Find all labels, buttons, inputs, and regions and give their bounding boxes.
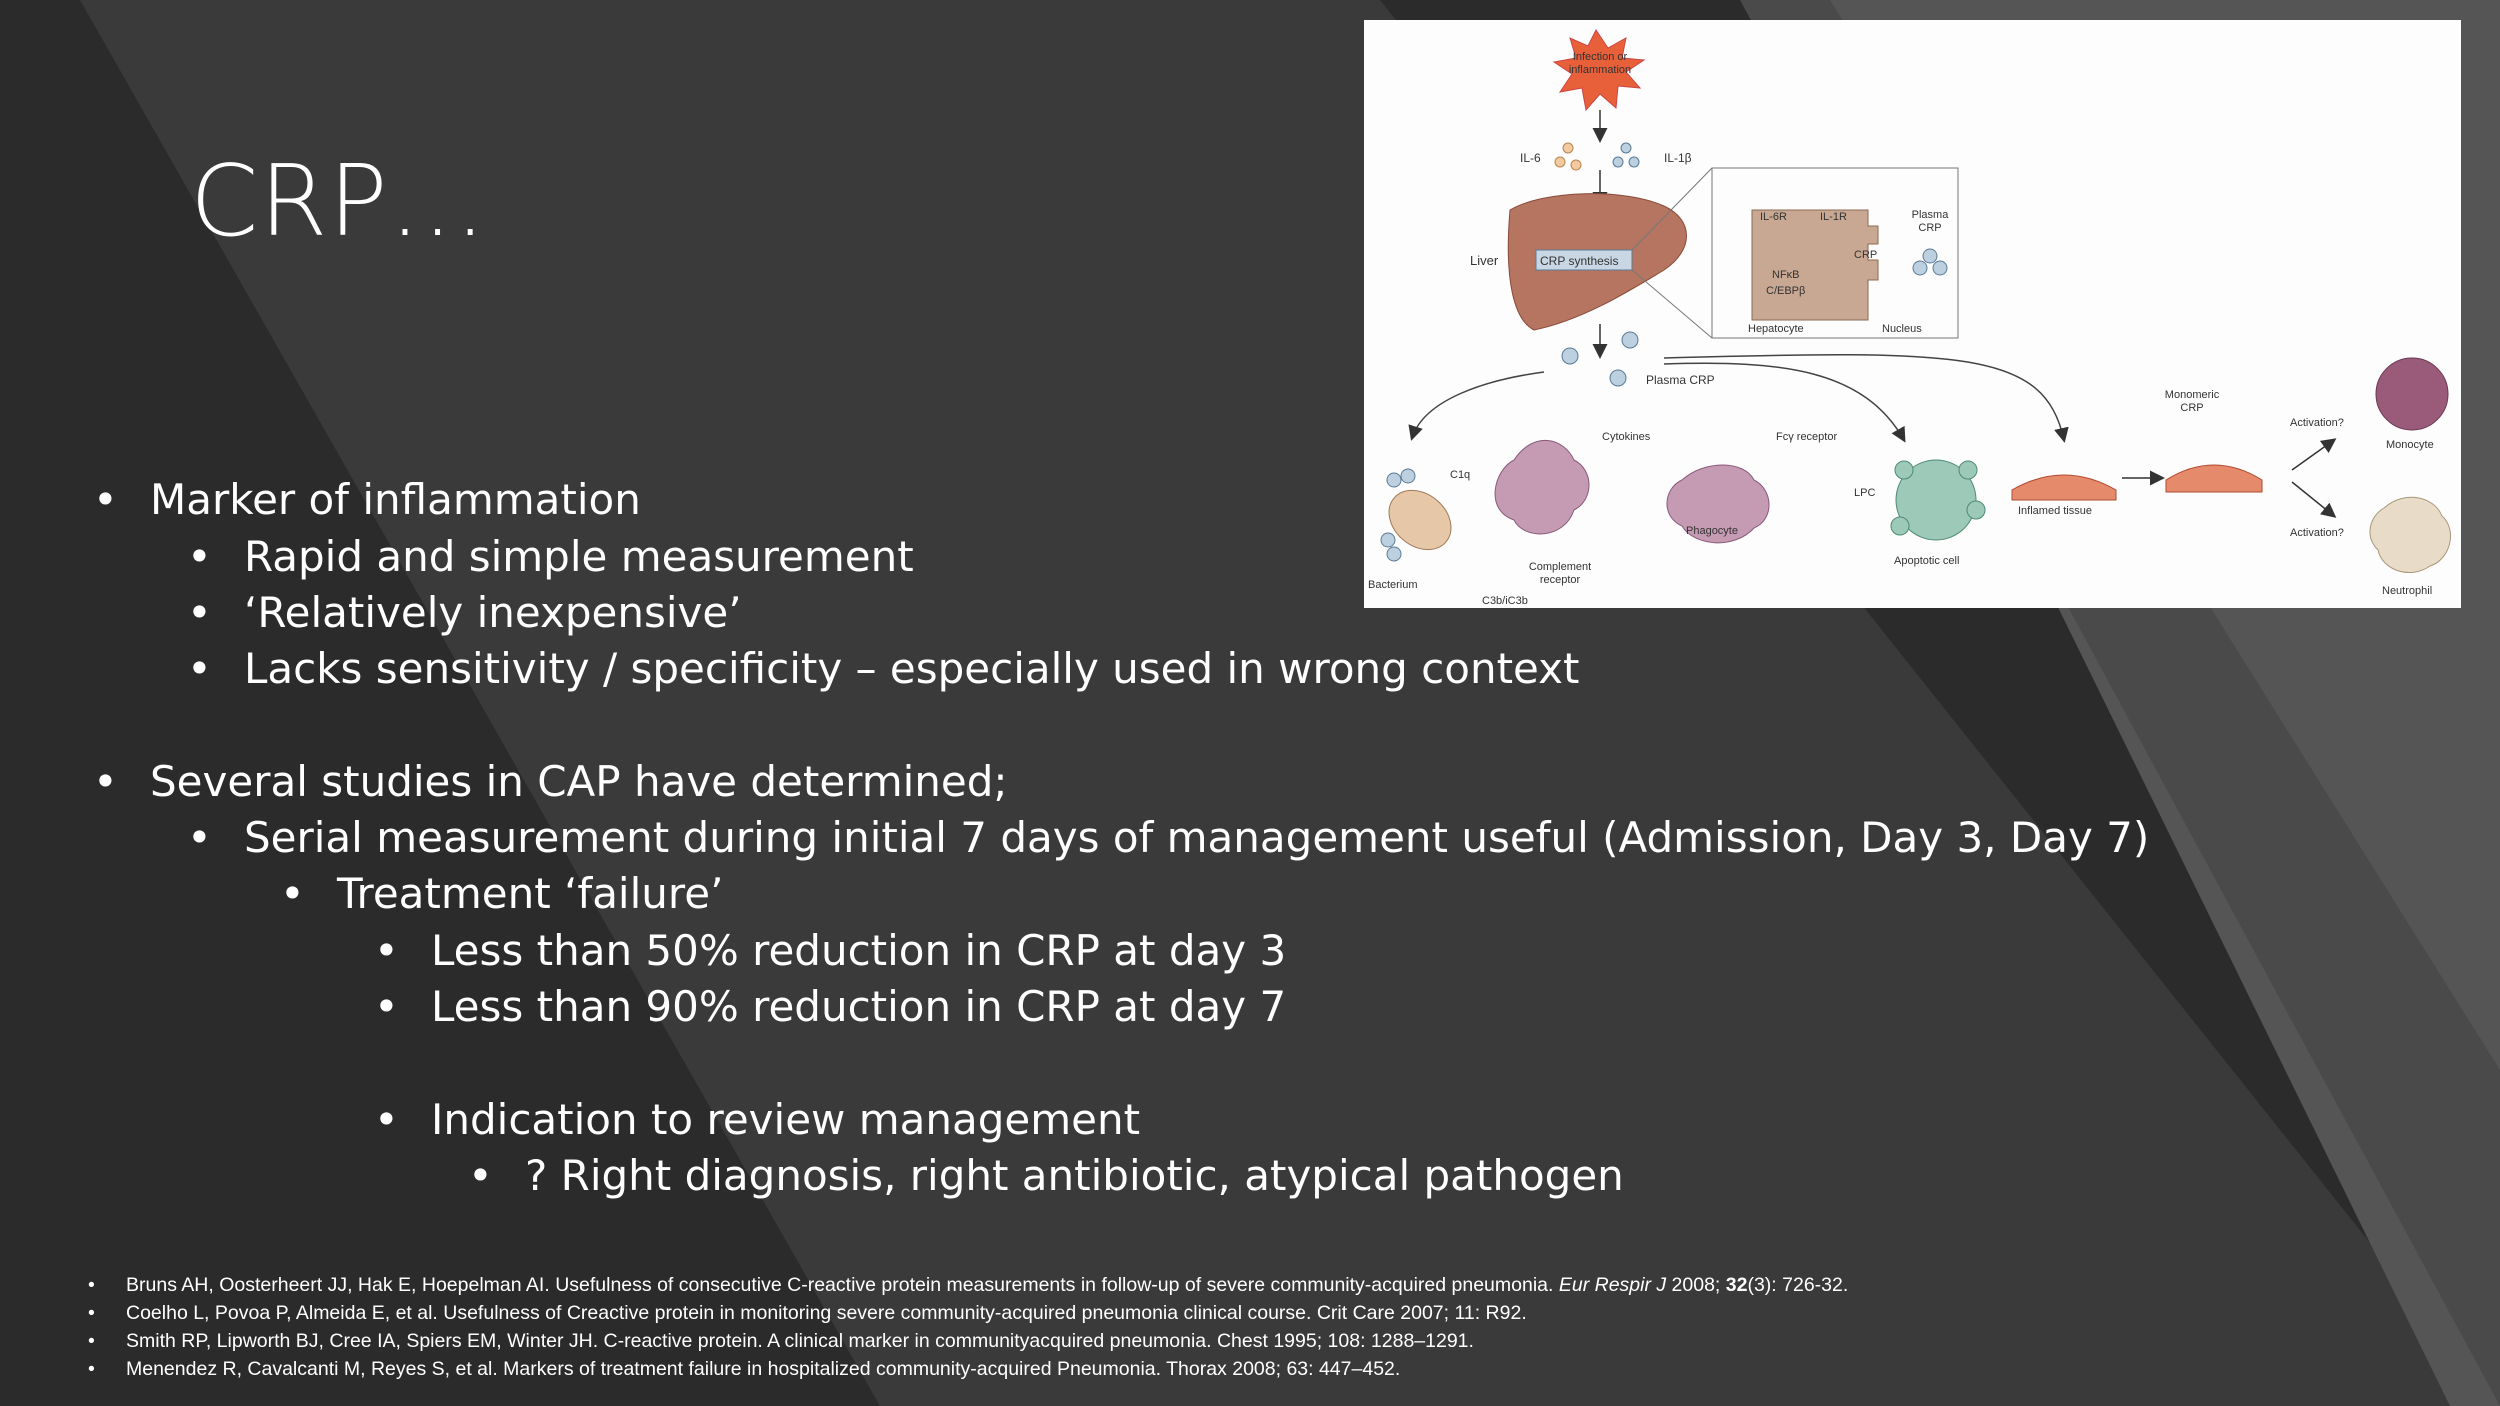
bullet-item — [280, 869, 724, 918]
reference-item — [88, 1274, 1849, 1297]
reference-text: Menendez R, Cavalcanti M, Reyes S, et al. Markers of treatment failure in hospitalized community-acquired Pneumonia. Thorax 2008; 63: 447–452. — [126, 1358, 1401, 1380]
slide-title: CRP… — [190, 145, 488, 259]
label-nucleus: Nucleus — [1882, 323, 1922, 335]
bullet-marker: • — [88, 1358, 95, 1380]
bullet-text: Serial measurement during initial 7 days of management useful (Admission, Day 3, Day 7) — [244, 813, 2150, 862]
label-crp-synthesis: CRP synthesis — [1540, 254, 1619, 268]
reference-text: 2008; — [1666, 1274, 1726, 1296]
bullet-marker: • — [374, 1095, 399, 1144]
label-phagocyte: Phagocyte — [1686, 525, 1738, 537]
bullet-item — [93, 475, 641, 524]
reference-text: (3): 726-32. — [1747, 1274, 1849, 1296]
label-cebp: C/EBPβ — [1766, 285, 1806, 297]
volume-number: 32 — [1725, 1274, 1748, 1296]
bullet-item — [468, 1151, 1624, 1200]
bullet-marker: • — [280, 869, 305, 918]
bullet-marker: • — [187, 532, 212, 581]
label-il6r: IL-6R — [1760, 211, 1787, 223]
label-lpc: LPC — [1854, 487, 1876, 499]
crp-pathway-diagram — [1364, 20, 2461, 608]
journal-name: Eur Respir J — [1558, 1274, 1667, 1296]
bullet-marker: • — [374, 926, 399, 975]
label-bacterium: Bacterium — [1368, 579, 1418, 591]
bullet-marker: • — [187, 644, 212, 693]
bullet-marker: • — [93, 475, 118, 524]
reference-item — [88, 1330, 1474, 1353]
reference-item — [88, 1302, 1527, 1325]
bullet-marker: • — [187, 588, 212, 637]
bullet-text: ? Right diagnosis, right antibiotic, atypical pathogen — [525, 1151, 1624, 1200]
bullet-marker: • — [88, 1274, 95, 1296]
label-plasma-crp-box: Plasma CRP — [1911, 209, 1949, 234]
label-neutrophil: Neutrophil — [2382, 585, 2433, 597]
bullet-item — [187, 532, 914, 581]
bullet-marker: • — [374, 982, 399, 1031]
bullet-text: Marker of inflammation — [150, 475, 641, 524]
monomeric-crp-shape — [2166, 465, 2262, 492]
hepatocyte-shape — [1752, 210, 1878, 320]
bullet-item — [93, 757, 1008, 806]
label-fcg: Fcγ receptor — [1776, 431, 1838, 443]
bullet-marker: • — [468, 1151, 493, 1200]
inflamed-tissue-shape — [2012, 475, 2116, 500]
label-infection: Infection or inflammation — [1568, 51, 1632, 76]
bullet-text: Less than 90% reduction in CRP at day 7 — [431, 982, 1287, 1031]
label-complement: Complement receptor — [1528, 561, 1592, 586]
label-il1r: IL-1R — [1820, 211, 1847, 223]
label-nfkb: NFκB — [1772, 269, 1800, 281]
label-crp: CRP — [1854, 249, 1878, 261]
bullet-text: Rapid and simple measurement — [244, 532, 914, 581]
label-c1q: C1q — [1450, 469, 1471, 481]
bullet-text: Several studies in CAP have determined; — [150, 757, 1008, 806]
label-cytokines: Cytokines — [1602, 431, 1651, 443]
macrophage-shape — [1495, 440, 1589, 534]
label-monomeric: Monomeric CRP — [2164, 389, 2220, 414]
bullet-item — [187, 644, 1580, 693]
label-plasma-crp: Plasma CRP — [1646, 373, 1715, 387]
label-il1b: IL-1β — [1664, 151, 1692, 165]
bullet-item — [374, 1095, 1141, 1144]
bullet-marker: • — [88, 1330, 95, 1352]
bullet-marker: • — [93, 757, 118, 806]
bullet-item — [374, 926, 1287, 975]
bullet-item — [187, 813, 2150, 862]
label-hepatocyte: Hepatocyte — [1748, 323, 1804, 335]
bullet-marker: • — [187, 813, 212, 862]
reference-item — [88, 1358, 1401, 1381]
bullet-text: Treatment ‘failure’ — [337, 869, 724, 918]
label-monocyte: Monocyte — [2386, 439, 2434, 451]
bullet-marker: • — [88, 1302, 95, 1324]
monocyte-shape — [2376, 358, 2448, 430]
reference-text: Coelho L, Povoa P, Almeida E, et al. Usefulness of Creactive protein in monitoring severe community-acquired pneumonia clinical course. Crit Care 2007; 11: R92. — [126, 1302, 1527, 1324]
bullet-item — [187, 588, 742, 637]
bullet-text: Lacks sensitivity / specificity – especially used in wrong context — [244, 644, 1580, 693]
bullet-item — [374, 982, 1287, 1031]
reference-text: Bruns AH, Oosterheert JJ, Hak E, Hoepelman AI. Usefulness of consecutive C-reactive protein measurements in follow-up of severe community-acquired pneumonia. — [126, 1274, 1559, 1296]
label-inflamed: Inflamed tissue — [2018, 505, 2092, 517]
label-liver: Liver — [1470, 253, 1499, 268]
bullet-text: Indication to review management — [431, 1095, 1141, 1144]
label-il6: IL-6 — [1520, 151, 1541, 165]
bullet-text: Less than 50% reduction in CRP at day 3 — [431, 926, 1287, 975]
reference-text: Smith RP, Lipworth BJ, Cree IA, Spiers EM, Winter JH. C-reactive protein. A clinical marker in communityacquired pneumonia. Chest 1995; 108: 1288–1291. — [126, 1330, 1474, 1352]
label-c3b: C3b/iC3b — [1482, 595, 1528, 607]
neutrophil-shape — [2370, 497, 2450, 572]
crp-pathway-figure — [1364, 20, 2461, 608]
label-activation1: Activation? — [2290, 417, 2344, 429]
bullet-text: ‘Relatively inexpensive’ — [244, 588, 742, 637]
label-activation2: Activation? — [2290, 527, 2344, 539]
label-apoptotic: Apoptotic cell — [1894, 555, 1960, 567]
